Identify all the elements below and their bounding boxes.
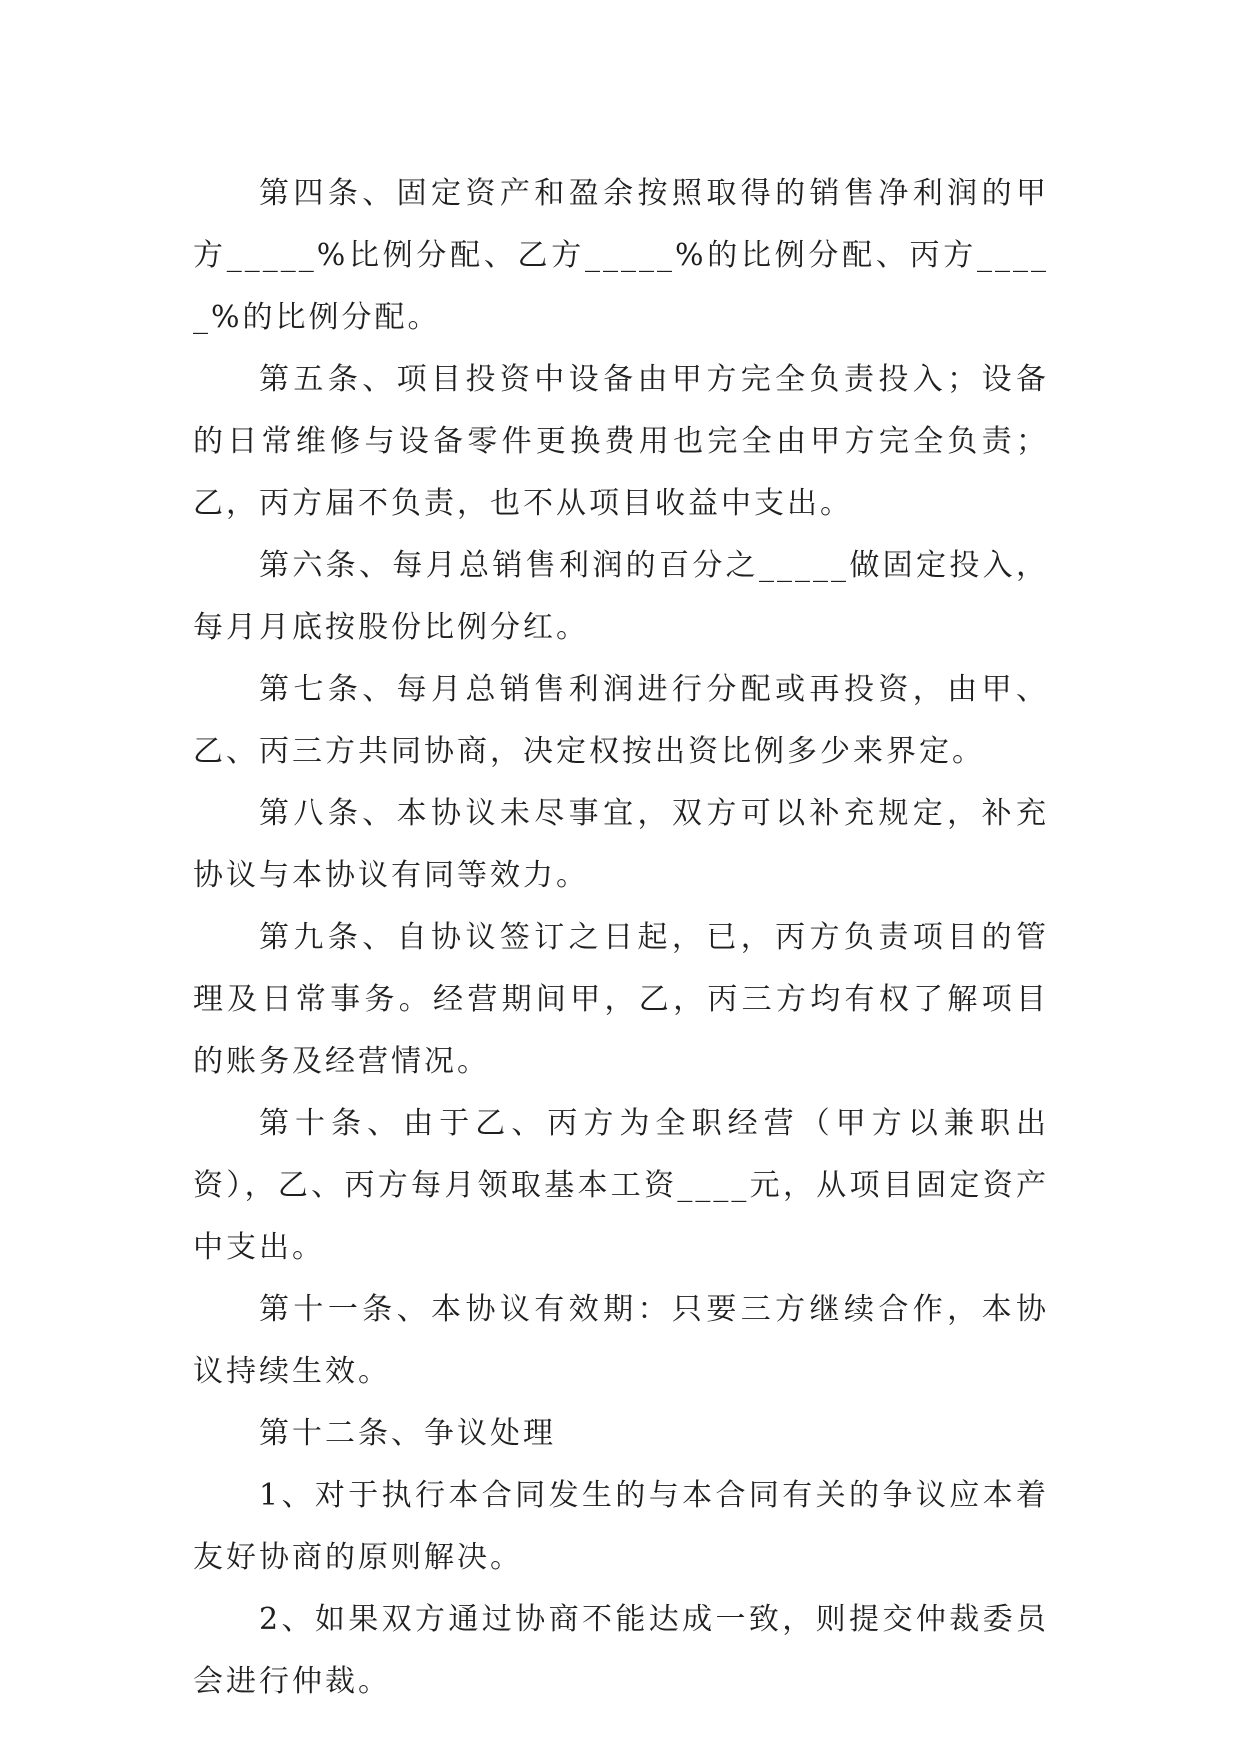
article-4-paragraph: 第四条、固定资产和盈余按照取得的销售净利润的甲方_____%比例分配、乙方_____%的比例分配、丙方_____%的比例分配。 (193, 176, 1049, 335)
document-body (193, 163, 1049, 1713)
article-12-heading: 第十二条、争议处理 (259, 1416, 556, 1451)
dispute-clause-1: 1、对于执行本合同发生的与本合同有关的争议应本着友好协商的原则解决。 (193, 1478, 1049, 1575)
article-5-paragraph: 第五条、项目投资中设备由甲方完全负责投入；设备的日常维修与设备零件更换费用也完全由甲方完全负责；乙，丙方届不负责，也不从项目收益中支出。 (193, 362, 1049, 521)
dispute-clause-2: 2、如果双方通过协商不能达成一致，则提交仲裁委员会进行仲裁。 (193, 1602, 1049, 1699)
article-6-paragraph: 第六条、每月总销售利润的百分之_____做固定投入，每月月底按股份比例分红。 (193, 548, 1049, 645)
article-11-paragraph: 第十一条、本协议有效期：只要三方继续合作，本协议持续生效。 (193, 1292, 1049, 1389)
article-9-paragraph: 第九条、自协议签订之日起，已，丙方负责项目的管理及日常事务。经营期间甲，乙，丙三方均有权了解项目的账务及经营情况。 (193, 920, 1049, 1079)
article-8-paragraph: 第八条、本协议未尽事宜，双方可以补充规定，补充协议与本协议有同等效力。 (193, 796, 1049, 893)
article-7-paragraph: 第七条、每月总销售利润进行分配或再投资，由甲、乙、丙三方共同协商，决定权按出资比例多少来界定。 (193, 672, 1049, 769)
article-10-paragraph: 第十条、由于乙、丙方为全职经营（甲方以兼职出资），乙、丙方每月领取基本工资____元，从项目固定资产中支出。 (193, 1106, 1049, 1265)
